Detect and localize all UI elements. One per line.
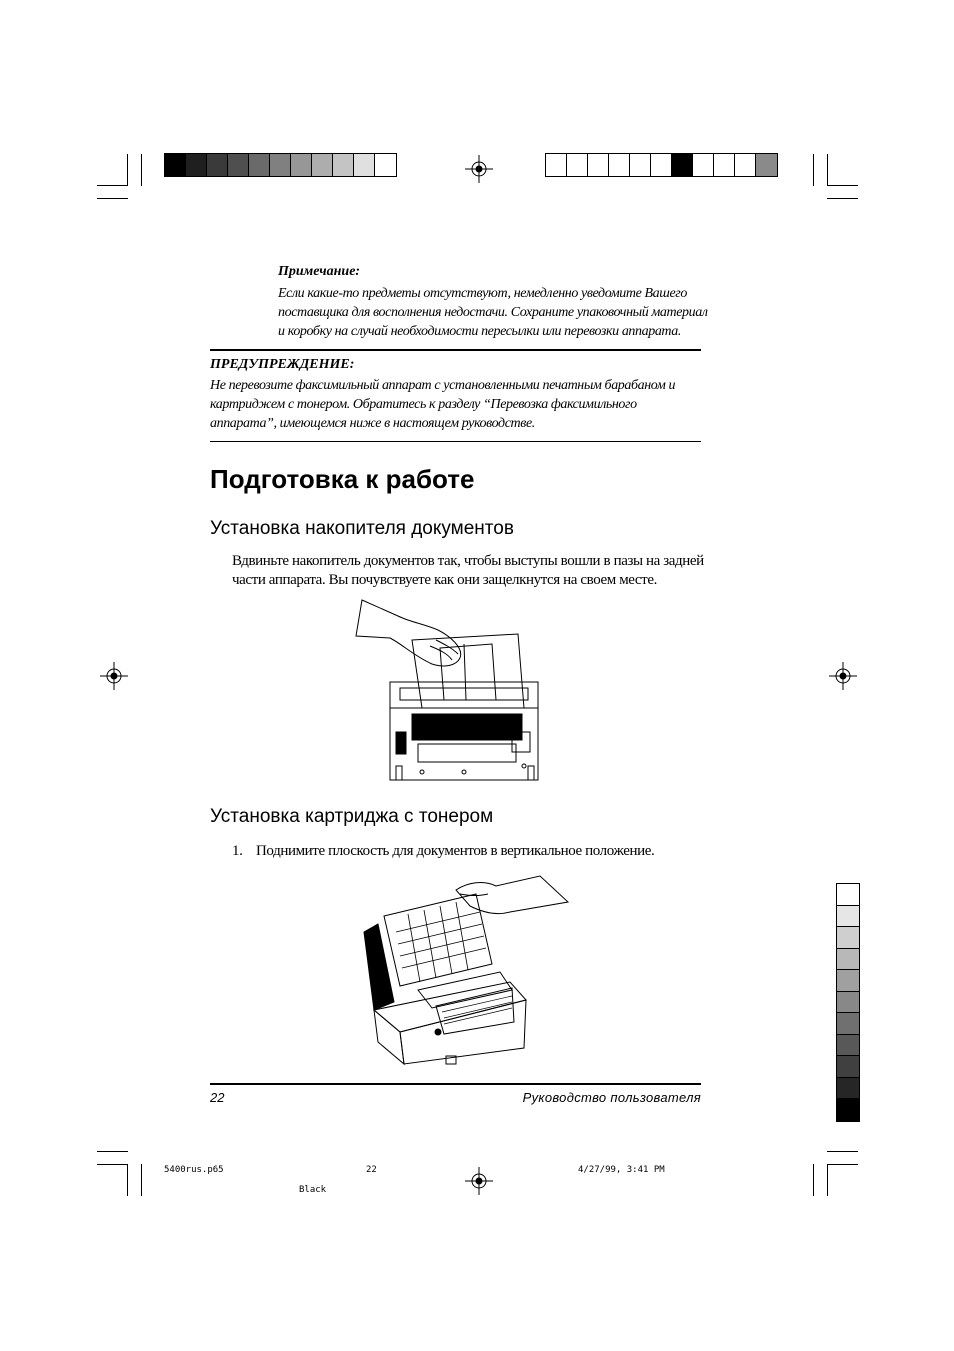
slug-plate-color: Black	[299, 1185, 327, 1195]
grayscale-side-swatch	[837, 906, 859, 928]
crop-mark-bottom-left-v1	[127, 1164, 128, 1196]
registration-right-swatch	[714, 154, 735, 176]
grayscale-left-swatch	[228, 154, 249, 176]
registration-right-swatch	[651, 154, 672, 176]
registration-right-swatch	[609, 154, 630, 176]
crop-mark-bottom-right-h1	[827, 1151, 858, 1152]
crop-mark-bottom-right-v2	[827, 1164, 828, 1196]
crop-mark-top-right-h2	[827, 198, 858, 199]
note-title: Примечание:	[278, 264, 361, 279]
registration-mark-bottom-icon	[465, 1167, 493, 1195]
footer-manual-title: Руководство пользователя	[522, 1090, 701, 1105]
grayscale-side-swatch	[837, 884, 859, 906]
grayscale-side-swatch	[837, 1078, 859, 1100]
registration-right-swatch	[756, 154, 777, 176]
step-text: Поднимите плоскость для документов в вертикальное положение.	[256, 843, 655, 859]
registration-bar-right	[545, 153, 778, 177]
step-number: 1.	[232, 843, 243, 859]
grayscale-left-swatch	[186, 154, 207, 176]
fax-document-tray-illustration	[352, 596, 552, 786]
registration-right-swatch	[567, 154, 588, 176]
crop-mark-top-left-v2	[141, 154, 142, 186]
warning-title: ПРЕДУПРЕЖДЕНИЕ:	[210, 357, 355, 372]
crop-mark-bottom-left-h2	[97, 1164, 128, 1165]
fax-raise-document-plane-illustration	[360, 872, 580, 1068]
grayscale-left-swatch	[207, 154, 228, 176]
crop-mark-top-right-v1	[813, 154, 814, 186]
crop-mark-bottom-left-h1	[97, 1151, 128, 1152]
registration-right-swatch	[693, 154, 714, 176]
registration-mark-left-icon	[100, 662, 128, 690]
registration-right-swatch	[672, 154, 693, 176]
grayscale-side-swatch	[837, 949, 859, 971]
grayscale-side-swatch	[837, 1013, 859, 1035]
section-title-toner: Установка картриджа с тонером	[210, 806, 494, 827]
grayscale-bar-left	[164, 153, 397, 177]
note-text: Если какие-то предметы отсутствуют, немедленно уведомите Вашего поставщика для восполнения недостачи. Сохраните упаковочный материал и коробку на случай необходимости пересылки или перевозки аппарата.	[278, 286, 708, 339]
registration-right-swatch	[630, 154, 651, 176]
crop-mark-top-left-h1	[97, 185, 128, 186]
registration-right-swatch	[735, 154, 756, 176]
grayscale-left-swatch	[249, 154, 270, 176]
grayscale-bar-side	[836, 883, 860, 1122]
section-title-document-tray: Установка накопителя документов	[210, 518, 514, 539]
page-title: Подготовка к работе	[210, 464, 475, 494]
warning-text: Не перевозите факсимильный аппарат с установленными печатным барабаном и картриджем с тонером. Обратитесь к разделу “Перевозка факсимильного аппарата”, имеющемся ниже в настоящем руководстве.	[210, 378, 676, 431]
grayscale-side-swatch	[837, 927, 859, 949]
crop-mark-top-left-v1	[127, 154, 128, 186]
registration-mark-right-icon	[829, 662, 857, 690]
crop-mark-bottom-right-h2	[827, 1164, 858, 1165]
grayscale-side-swatch	[837, 970, 859, 992]
grayscale-left-swatch	[354, 154, 375, 176]
registration-right-swatch	[588, 154, 609, 176]
registration-mark-top-icon	[465, 155, 493, 183]
crop-mark-top-right-h1	[827, 185, 858, 186]
grayscale-side-swatch	[837, 1099, 859, 1121]
slug-page-number: 22	[366, 1165, 377, 1175]
grayscale-left-swatch	[375, 154, 396, 176]
grayscale-side-swatch	[837, 1035, 859, 1057]
crop-mark-bottom-right-v1	[813, 1164, 814, 1196]
registration-right-swatch	[546, 154, 567, 176]
grayscale-left-swatch	[270, 154, 291, 176]
footer-page-number: 22	[210, 1090, 225, 1105]
grayscale-side-swatch	[837, 992, 859, 1014]
crop-mark-top-left-h2	[97, 198, 128, 199]
section-text-document-tray: Вдвиньте накопитель документов так, чтобы выступы вошли в пазы на задней части аппарата. Вы почувствуете как они защелкнутся на своем месте.	[232, 553, 704, 588]
warning-divider	[210, 441, 701, 442]
slug-file-name: 5400rus.p65	[164, 1165, 224, 1175]
crop-mark-top-right-v2	[827, 154, 828, 186]
grayscale-side-swatch	[837, 1056, 859, 1078]
grayscale-left-swatch	[312, 154, 333, 176]
grayscale-left-swatch	[165, 154, 186, 176]
grayscale-left-swatch	[291, 154, 312, 176]
slug-datetime: 4/27/99, 3:41 PM	[578, 1165, 665, 1175]
grayscale-left-swatch	[333, 154, 354, 176]
footer-divider	[210, 1083, 701, 1085]
note-divider	[210, 349, 701, 351]
crop-mark-bottom-left-v2	[141, 1164, 142, 1196]
